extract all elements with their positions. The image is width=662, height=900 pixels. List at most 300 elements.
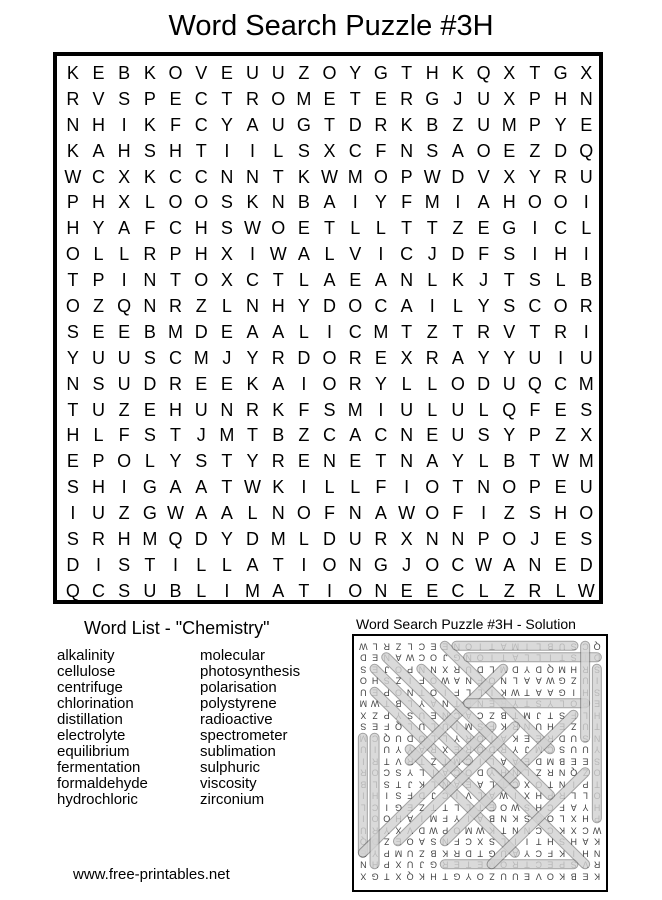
grid-cell[interactable]: T xyxy=(324,114,336,135)
grid-cell[interactable]: C xyxy=(169,347,183,368)
grid-cell[interactable]: D xyxy=(194,529,208,550)
grid-cell[interactable]: E xyxy=(426,425,439,446)
grid-cell[interactable]: S xyxy=(503,244,516,265)
grid-cell[interactable]: G xyxy=(373,554,388,575)
grid-cell[interactable]: T xyxy=(401,63,413,83)
grid-cell[interactable]: N xyxy=(348,503,362,524)
grid-cell[interactable]: L xyxy=(221,296,232,317)
grid-cell[interactable]: T xyxy=(221,88,233,109)
grid-cell[interactable]: L xyxy=(478,399,489,420)
grid-cell[interactable]: L xyxy=(298,270,309,291)
grid-cell[interactable]: G xyxy=(142,503,157,524)
grid-cell[interactable]: I xyxy=(455,192,461,213)
grid-cell[interactable]: V xyxy=(92,88,105,109)
grid-cell[interactable]: T xyxy=(401,218,413,239)
grid-cell[interactable]: R xyxy=(246,399,260,420)
grid-cell[interactable]: B xyxy=(503,451,516,472)
grid-cell[interactable]: O xyxy=(425,554,440,575)
grid-cell[interactable]: I xyxy=(583,321,589,342)
grid-cell[interactable]: R xyxy=(579,296,593,317)
grid-cell[interactable]: Q xyxy=(476,63,491,83)
grid-cell[interactable]: V xyxy=(503,321,516,342)
grid-cell[interactable]: Y xyxy=(374,373,387,394)
grid-cell[interactable]: N xyxy=(271,503,285,524)
grid-cell[interactable]: U xyxy=(579,347,593,368)
grid-cell[interactable]: T xyxy=(503,270,515,291)
grid-cell[interactable]: O xyxy=(579,503,594,524)
grid-cell[interactable]: A xyxy=(477,192,490,213)
grid-cell[interactable]: J xyxy=(427,244,437,265)
grid-cell[interactable]: I xyxy=(327,321,333,342)
grid-cell[interactable]: A xyxy=(92,140,105,161)
grid-cell[interactable]: N xyxy=(348,554,362,575)
grid-cell[interactable]: T xyxy=(452,321,464,342)
grid-cell[interactable]: C xyxy=(169,166,183,187)
grid-cell[interactable]: L xyxy=(581,218,592,239)
grid-cell[interactable]: J xyxy=(453,88,463,109)
grid-cell[interactable]: N xyxy=(246,166,260,187)
grid-cell[interactable]: P xyxy=(400,166,413,187)
grid-cell[interactable]: T xyxy=(144,554,156,575)
grid-cell[interactable]: S xyxy=(143,425,156,446)
grid-cell[interactable]: D xyxy=(451,244,465,265)
grid-cell[interactable]: X xyxy=(400,529,413,550)
grid-cell[interactable]: L xyxy=(273,140,284,161)
grid-cell[interactable]: P xyxy=(528,477,541,498)
grid-cell[interactable]: U xyxy=(400,399,414,420)
grid-cell[interactable]: I xyxy=(121,114,127,135)
grid-cell[interactable]: O xyxy=(348,580,363,601)
grid-cell[interactable]: F xyxy=(452,503,464,524)
grid-cell[interactable]: S xyxy=(477,425,490,446)
grid-cell[interactable]: M xyxy=(270,529,286,550)
grid-cell[interactable]: N xyxy=(220,166,234,187)
grid-cell[interactable]: M xyxy=(219,425,235,446)
grid-cell[interactable]: Y xyxy=(220,114,233,135)
grid-cell[interactable]: E xyxy=(143,399,156,420)
grid-cell[interactable]: V xyxy=(477,166,490,187)
grid-cell[interactable]: Z xyxy=(503,580,515,601)
grid-cell[interactable]: O xyxy=(373,166,388,187)
grid-cell[interactable]: N xyxy=(400,451,414,472)
grid-cell[interactable]: Z xyxy=(118,503,130,524)
grid-cell[interactable]: F xyxy=(298,399,310,420)
grid-cell[interactable]: U xyxy=(92,347,105,368)
grid-cell[interactable]: E xyxy=(503,140,516,161)
grid-cell[interactable]: U xyxy=(271,114,285,135)
grid-cell[interactable]: T xyxy=(375,451,387,472)
grid-cell[interactable]: L xyxy=(478,580,489,601)
grid-cell[interactable]: O xyxy=(553,192,568,213)
grid-cell[interactable]: T xyxy=(324,218,336,239)
grid-cell[interactable]: Y xyxy=(528,166,541,187)
grid-cell[interactable]: Z xyxy=(298,425,310,446)
grid-cell[interactable]: X xyxy=(220,270,233,291)
grid-cell[interactable]: U xyxy=(528,347,542,368)
grid-cell[interactable]: P xyxy=(528,114,541,135)
grid-cell[interactable]: H xyxy=(92,477,105,498)
grid-cell[interactable]: R xyxy=(554,321,568,342)
grid-cell[interactable]: Z xyxy=(195,296,207,317)
grid-cell[interactable]: I xyxy=(429,296,435,317)
grid-cell[interactable]: B xyxy=(143,321,156,342)
grid-cell[interactable]: B xyxy=(118,63,131,83)
grid-cell[interactable]: L xyxy=(478,451,489,472)
grid-cell[interactable]: Y xyxy=(451,451,464,472)
grid-cell[interactable]: P xyxy=(92,270,105,291)
grid-cell[interactable]: X xyxy=(118,166,131,187)
grid-cell[interactable]: S xyxy=(66,477,79,498)
grid-cell[interactable]: O xyxy=(553,296,568,317)
grid-cell[interactable]: I xyxy=(583,244,589,265)
grid-cell[interactable]: S xyxy=(118,554,131,575)
grid-cell[interactable]: Q xyxy=(168,529,183,550)
grid-cell[interactable]: U xyxy=(143,580,157,601)
grid-cell[interactable]: D xyxy=(323,296,337,317)
grid-cell[interactable]: X xyxy=(503,166,516,187)
grid-cell[interactable]: T xyxy=(272,270,284,291)
grid-cell[interactable]: L xyxy=(93,244,104,265)
grid-cell[interactable]: L xyxy=(119,244,130,265)
grid-cell[interactable]: T xyxy=(67,399,79,420)
grid-cell[interactable]: H xyxy=(554,244,568,265)
grid-cell[interactable]: N xyxy=(66,373,80,394)
grid-cell[interactable]: C xyxy=(374,296,388,317)
grid-cell[interactable]: I xyxy=(224,140,230,161)
grid-cell[interactable]: M xyxy=(373,321,389,342)
grid-cell[interactable]: M xyxy=(424,192,440,213)
grid-cell[interactable]: L xyxy=(427,373,438,394)
grid-cell[interactable]: A xyxy=(272,580,285,601)
grid-cell[interactable]: W xyxy=(398,503,416,524)
grid-cell[interactable]: P xyxy=(92,451,105,472)
grid-cell[interactable]: Y xyxy=(92,218,105,239)
grid-cell[interactable]: N xyxy=(400,425,414,446)
grid-cell[interactable]: A xyxy=(374,503,387,524)
grid-cell[interactable]: E xyxy=(118,321,131,342)
grid-cell[interactable]: O xyxy=(502,529,517,550)
grid-cell[interactable]: O xyxy=(296,503,311,524)
grid-cell[interactable]: M xyxy=(142,529,158,550)
grid-cell[interactable]: C xyxy=(92,166,105,187)
grid-cell[interactable]: L xyxy=(427,270,438,291)
grid-cell[interactable]: U xyxy=(92,399,105,420)
grid-cell[interactable]: N xyxy=(66,114,80,135)
grid-cell[interactable]: T xyxy=(247,425,259,446)
grid-cell[interactable]: N xyxy=(246,296,260,317)
grid-cell[interactable]: A xyxy=(451,347,464,368)
grid-cell[interactable]: X xyxy=(503,63,516,83)
grid-cell[interactable]: E xyxy=(92,321,105,342)
grid-cell[interactable]: T xyxy=(349,88,361,109)
grid-cell[interactable]: N xyxy=(528,554,542,575)
grid-cell[interactable]: W xyxy=(321,166,339,187)
grid-cell[interactable]: Z xyxy=(452,218,464,239)
grid-cell[interactable]: I xyxy=(404,477,410,498)
grid-cell[interactable]: L xyxy=(221,554,232,575)
grid-cell[interactable]: Q xyxy=(579,140,594,161)
grid-cell[interactable]: D xyxy=(323,529,337,550)
grid-cell[interactable]: E xyxy=(426,580,439,601)
grid-cell[interactable]: I xyxy=(224,580,230,601)
grid-cell[interactable]: F xyxy=(324,503,336,524)
grid-cell[interactable]: A xyxy=(169,477,182,498)
grid-cell[interactable]: I xyxy=(301,373,307,394)
grid-cell[interactable]: O xyxy=(168,192,183,213)
grid-cell[interactable]: O xyxy=(527,192,542,213)
grid-cell[interactable]: K xyxy=(66,63,79,83)
grid-cell[interactable]: W xyxy=(64,166,82,187)
grid-cell[interactable]: X xyxy=(400,347,413,368)
grid-cell[interactable]: O xyxy=(117,451,132,472)
grid-cell[interactable]: H xyxy=(502,192,516,213)
grid-cell[interactable]: N xyxy=(323,451,337,472)
grid-cell[interactable]: S xyxy=(426,140,439,161)
grid-cell[interactable]: E xyxy=(297,451,310,472)
grid-cell[interactable]: I xyxy=(532,244,538,265)
grid-cell[interactable]: W xyxy=(423,166,441,187)
grid-cell[interactable]: U xyxy=(451,399,465,420)
grid-cell[interactable]: J xyxy=(196,425,206,446)
grid-cell[interactable]: U xyxy=(271,63,285,83)
grid-cell[interactable]: E xyxy=(374,88,387,109)
grid-cell[interactable]: G xyxy=(296,114,311,135)
grid-cell[interactable]: K xyxy=(272,399,285,420)
grid-cell[interactable]: W xyxy=(577,580,595,601)
grid-cell[interactable]: C xyxy=(194,114,208,135)
grid-cell[interactable]: R xyxy=(169,373,183,394)
grid-cell[interactable]: O xyxy=(425,503,440,524)
grid-cell[interactable]: A xyxy=(426,451,439,472)
grid-cell[interactable]: R xyxy=(246,88,260,109)
grid-cell[interactable]: U xyxy=(579,166,593,187)
grid-cell[interactable]: T xyxy=(221,451,233,472)
grid-cell[interactable]: H xyxy=(92,114,105,135)
grid-cell[interactable]: T xyxy=(298,580,310,601)
grid-cell[interactable]: J xyxy=(530,529,540,550)
grid-cell[interactable]: S xyxy=(297,140,310,161)
grid-cell[interactable]: H xyxy=(66,218,80,239)
grid-cell[interactable]: R xyxy=(348,347,362,368)
grid-cell[interactable]: E xyxy=(169,88,182,109)
grid-cell[interactable]: I xyxy=(378,244,384,265)
grid-cell[interactable]: D xyxy=(143,373,157,394)
grid-cell[interactable]: E xyxy=(554,529,567,550)
grid-cell[interactable]: S xyxy=(66,529,79,550)
grid-cell[interactable]: I xyxy=(583,192,589,213)
grid-cell[interactable]: R xyxy=(66,88,80,109)
grid-cell[interactable]: F xyxy=(170,114,182,135)
grid-cell[interactable]: W xyxy=(167,503,185,524)
grid-cell[interactable]: M xyxy=(193,347,209,368)
grid-cell[interactable]: I xyxy=(250,244,256,265)
grid-cell[interactable]: I xyxy=(250,140,256,161)
grid-cell[interactable]: I xyxy=(481,503,487,524)
grid-cell[interactable]: F xyxy=(529,399,541,420)
grid-cell[interactable]: W xyxy=(244,218,262,239)
grid-cell[interactable]: R xyxy=(92,529,105,550)
grid-cell[interactable]: C xyxy=(348,321,362,342)
grid-cell[interactable]: P xyxy=(477,529,490,550)
grid-cell[interactable]: U xyxy=(451,425,465,446)
grid-cell[interactable]: G xyxy=(425,88,440,109)
grid-cell[interactable]: L xyxy=(324,477,335,498)
grid-cell[interactable]: O xyxy=(322,373,337,394)
grid-cell[interactable]: E xyxy=(554,554,567,575)
grid-cell[interactable]: A xyxy=(503,554,516,575)
grid-cell[interactable]: I xyxy=(352,192,358,213)
grid-cell[interactable]: P xyxy=(66,192,79,213)
grid-cell[interactable]: N xyxy=(143,296,157,317)
grid-cell[interactable]: I xyxy=(121,477,127,498)
grid-cell[interactable]: F xyxy=(144,218,156,239)
grid-cell[interactable]: A xyxy=(374,270,387,291)
grid-cell[interactable]: L xyxy=(298,321,309,342)
grid-cell[interactable]: O xyxy=(194,270,209,291)
grid-cell[interactable]: D xyxy=(477,373,491,394)
grid-cell[interactable]: C xyxy=(348,140,362,161)
grid-cell[interactable]: C xyxy=(92,580,105,601)
grid-cell[interactable]: X xyxy=(580,63,593,83)
grid-cell[interactable]: S xyxy=(118,88,131,109)
grid-cell[interactable]: N xyxy=(579,88,593,109)
grid-cell[interactable]: A xyxy=(246,321,259,342)
grid-cell[interactable]: T xyxy=(195,140,207,161)
grid-cell[interactable]: O xyxy=(194,192,209,213)
grid-cell[interactable]: X xyxy=(580,425,593,446)
grid-cell[interactable]: E xyxy=(92,63,105,83)
grid-cell[interactable]: R xyxy=(400,88,414,109)
grid-cell[interactable]: Z xyxy=(555,425,567,446)
grid-cell[interactable]: Z xyxy=(452,114,464,135)
grid-cell[interactable]: C xyxy=(451,554,465,575)
grid-cell[interactable]: D xyxy=(194,321,208,342)
grid-cell[interactable]: D xyxy=(66,554,80,575)
grid-cell[interactable]: U xyxy=(348,529,362,550)
grid-cell[interactable]: E xyxy=(66,451,79,472)
grid-cell[interactable]: C xyxy=(554,373,568,394)
grid-cell[interactable]: A xyxy=(246,114,259,135)
grid-cell[interactable]: O xyxy=(502,477,517,498)
grid-cell[interactable]: C xyxy=(246,270,260,291)
grid-cell[interactable]: F xyxy=(478,244,490,265)
grid-cell[interactable]: I xyxy=(532,218,538,239)
grid-cell[interactable]: H xyxy=(554,88,568,109)
grid-cell[interactable]: O xyxy=(168,63,183,83)
grid-cell[interactable]: K xyxy=(451,270,464,291)
grid-cell[interactable]: E xyxy=(374,347,387,368)
grid-cell[interactable]: H xyxy=(271,296,285,317)
grid-cell[interactable]: J xyxy=(479,270,489,291)
grid-cell[interactable]: F xyxy=(375,140,387,161)
grid-cell[interactable]: E xyxy=(220,63,233,83)
grid-cell[interactable]: N xyxy=(425,529,439,550)
grid-cell[interactable]: H xyxy=(169,140,183,161)
grid-cell[interactable]: T xyxy=(529,451,541,472)
grid-cell[interactable]: H xyxy=(194,244,208,265)
grid-cell[interactable]: U xyxy=(117,373,131,394)
grid-cell[interactable]: K xyxy=(297,166,310,187)
grid-cell[interactable]: R xyxy=(425,347,439,368)
grid-cell[interactable]: V xyxy=(349,244,362,265)
grid-cell[interactable]: Y xyxy=(297,296,310,317)
grid-cell[interactable]: O xyxy=(322,554,337,575)
grid-cell[interactable]: I xyxy=(173,554,179,575)
grid-cell[interactable]: C xyxy=(194,88,208,109)
grid-cell[interactable]: W xyxy=(244,477,262,498)
grid-cell[interactable]: L xyxy=(555,270,566,291)
grid-cell[interactable]: M xyxy=(168,321,184,342)
grid-cell[interactable]: W xyxy=(552,451,570,472)
grid-cell[interactable]: C xyxy=(323,425,337,446)
grid-cell[interactable]: C xyxy=(400,244,414,265)
grid-cell[interactable]: S xyxy=(220,192,233,213)
grid-cell[interactable]: Z xyxy=(426,321,438,342)
grid-cell[interactable]: T xyxy=(221,477,233,498)
grid-cell[interactable]: Y xyxy=(246,451,259,472)
grid-cell[interactable]: Q xyxy=(502,399,517,420)
grid-cell[interactable]: A xyxy=(195,503,208,524)
grid-cell[interactable]: R xyxy=(528,580,542,601)
grid-cell[interactable]: M xyxy=(245,580,261,601)
grid-cell[interactable]: Z xyxy=(118,399,130,420)
grid-cell[interactable]: D xyxy=(297,347,311,368)
grid-cell[interactable]: S xyxy=(580,529,593,550)
site-url-link[interactable]: www.free-printables.net xyxy=(73,866,230,883)
grid-cell[interactable]: O xyxy=(271,88,286,109)
grid-cell[interactable]: B xyxy=(297,192,310,213)
grid-cell[interactable]: X xyxy=(323,140,336,161)
grid-cell[interactable]: Y xyxy=(349,63,362,83)
grid-cell[interactable]: H xyxy=(92,192,105,213)
grid-cell[interactable]: M xyxy=(501,114,517,135)
grid-cell[interactable]: A xyxy=(118,218,131,239)
grid-cell[interactable]: D xyxy=(348,114,362,135)
grid-cell[interactable]: T xyxy=(170,425,182,446)
grid-cell[interactable]: U xyxy=(477,88,491,109)
grid-cell[interactable]: I xyxy=(121,270,127,291)
grid-cell[interactable]: Q xyxy=(117,296,132,317)
grid-cell[interactable]: T xyxy=(426,218,438,239)
grid-cell[interactable]: E xyxy=(400,580,413,601)
grid-cell[interactable]: K xyxy=(246,373,259,394)
grid-cell[interactable]: O xyxy=(322,63,337,83)
grid-cell[interactable]: A xyxy=(195,477,208,498)
grid-cell[interactable]: L xyxy=(196,554,207,575)
grid-cell[interactable]: R xyxy=(554,166,568,187)
grid-cell[interactable]: M xyxy=(296,88,312,109)
grid-cell[interactable]: P xyxy=(528,425,541,446)
grid-cell[interactable]: L xyxy=(350,218,361,239)
grid-cell[interactable]: A xyxy=(323,192,336,213)
grid-cell[interactable]: O xyxy=(271,218,286,239)
grid-cell[interactable]: N xyxy=(477,477,491,498)
grid-cell[interactable]: T xyxy=(272,554,284,575)
grid-cell[interactable]: X xyxy=(220,244,233,265)
grid-cell[interactable]: B xyxy=(272,425,285,446)
grid-cell[interactable]: M xyxy=(347,166,363,187)
grid-cell[interactable]: E xyxy=(220,373,233,394)
grid-cell[interactable]: O xyxy=(450,373,465,394)
grid-cell[interactable]: U xyxy=(579,477,593,498)
grid-cell[interactable]: I xyxy=(327,580,333,601)
grid-cell[interactable]: K xyxy=(246,192,259,213)
grid-cell[interactable]: A xyxy=(451,140,464,161)
grid-cell[interactable]: S xyxy=(580,399,593,420)
grid-cell[interactable]: I xyxy=(558,347,564,368)
grid-cell[interactable]: T xyxy=(67,270,79,291)
grid-cell[interactable]: E xyxy=(554,477,567,498)
